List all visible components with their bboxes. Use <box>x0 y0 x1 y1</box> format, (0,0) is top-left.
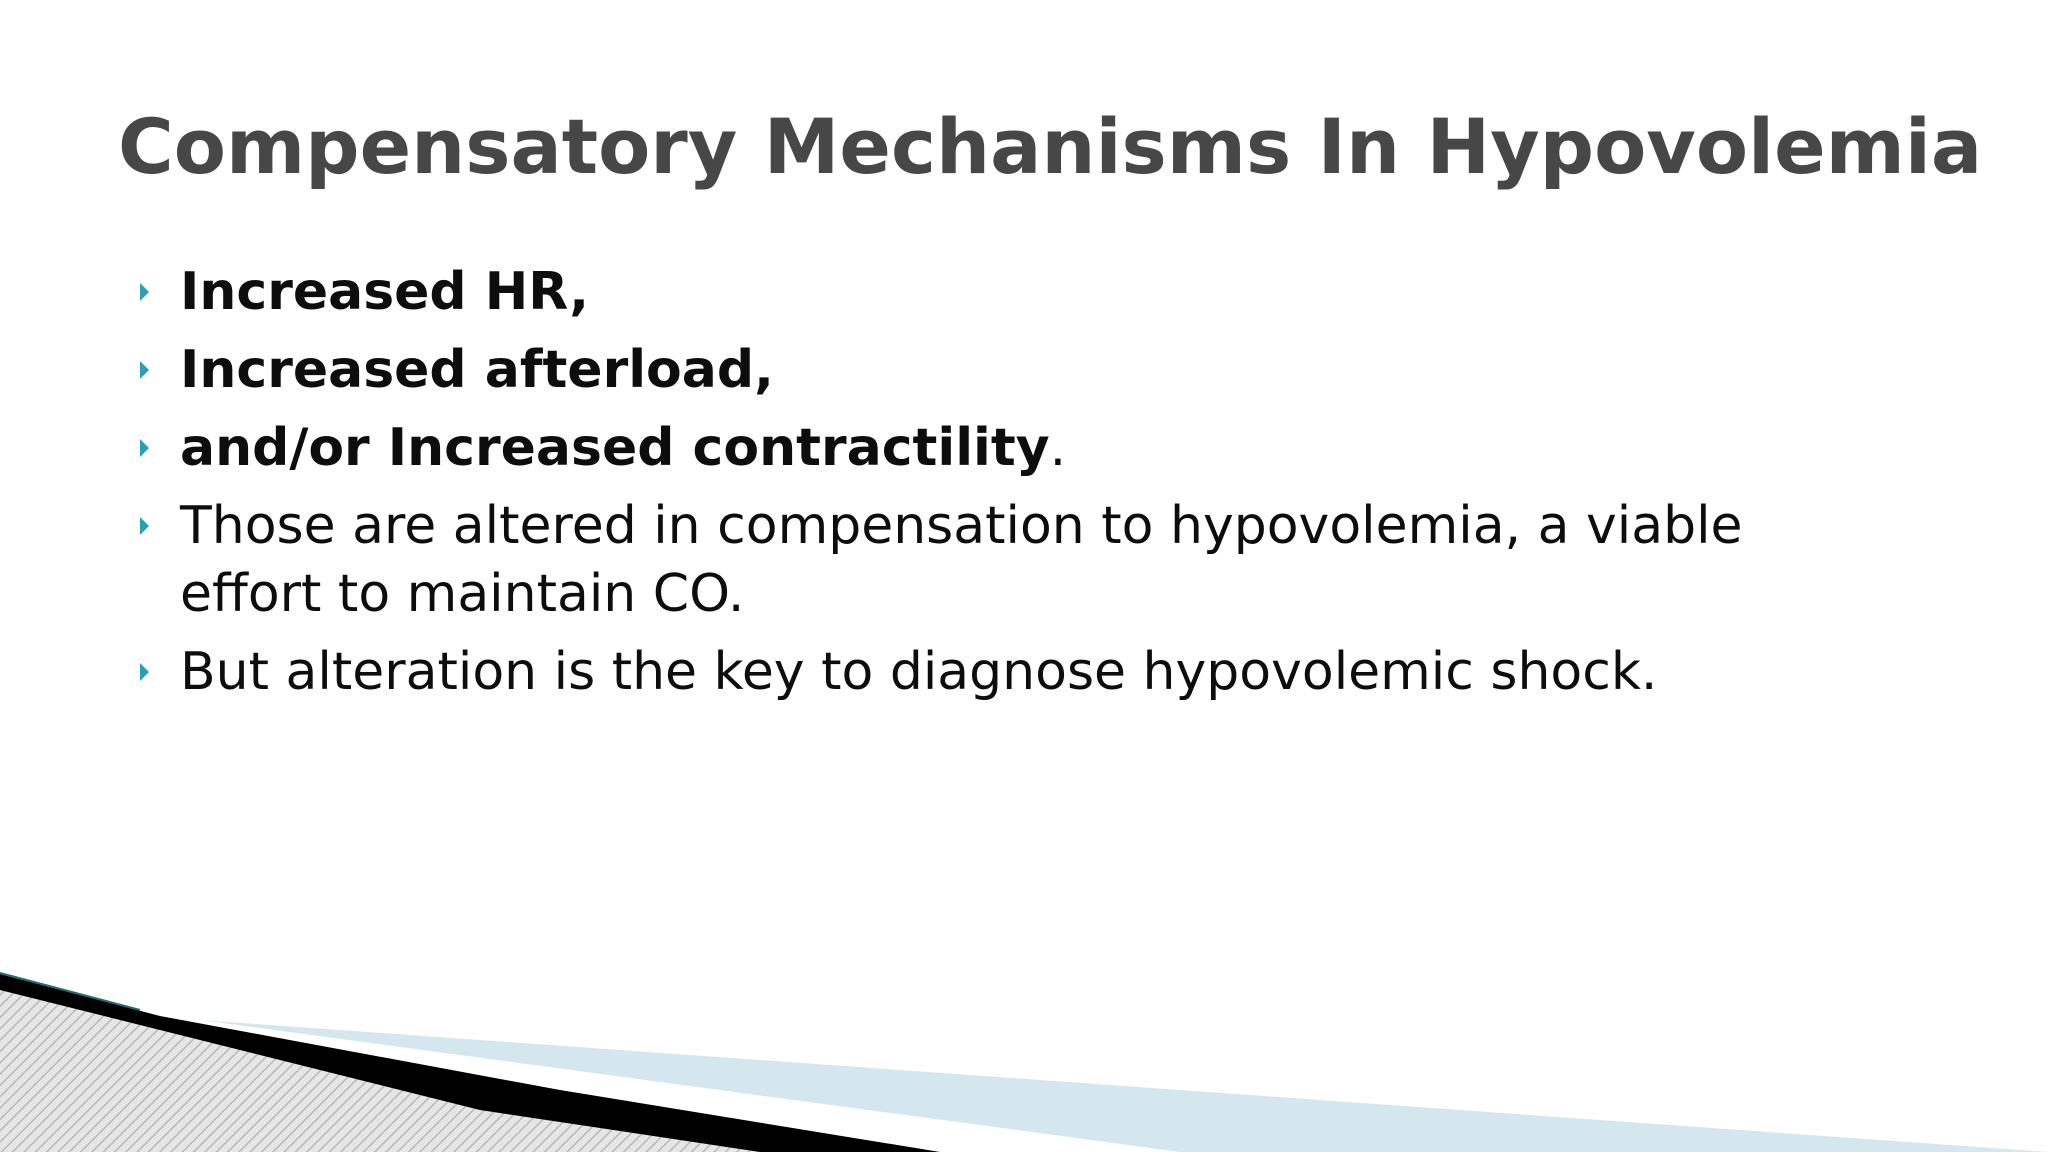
bullet-item <box>138 638 1898 706</box>
bullet-item <box>138 492 1898 628</box>
bullet-text-bold: Increased HR, <box>180 262 590 322</box>
footer-wave-decoration <box>0 960 2048 1152</box>
triangle-bullet-icon <box>140 283 149 301</box>
bullet-item <box>138 414 1898 482</box>
bullet-item <box>138 336 1898 404</box>
bullet-text-normal: . <box>1049 418 1067 478</box>
bullet-text-bold: and/or Increased contractility <box>180 418 1050 478</box>
triangle-bullet-icon <box>140 517 149 535</box>
slide-title: Compensatory Mechanisms In Hypovolemia <box>118 102 1983 191</box>
bullet-list <box>138 258 1898 716</box>
triangle-bullet-icon <box>140 439 149 457</box>
bullet-text-normal: Those are altered in compensation to hypovolemia, a viable effort to maintain CO. <box>180 496 1743 624</box>
triangle-bullet-icon <box>140 361 149 379</box>
bullet-text-normal: But alteration is the key to diagnose hypovolemic shock. <box>180 642 1658 702</box>
bullet-text-bold: Increased afterload, <box>180 340 774 400</box>
triangle-bullet-icon <box>140 663 149 681</box>
bullet-item <box>138 258 1898 326</box>
